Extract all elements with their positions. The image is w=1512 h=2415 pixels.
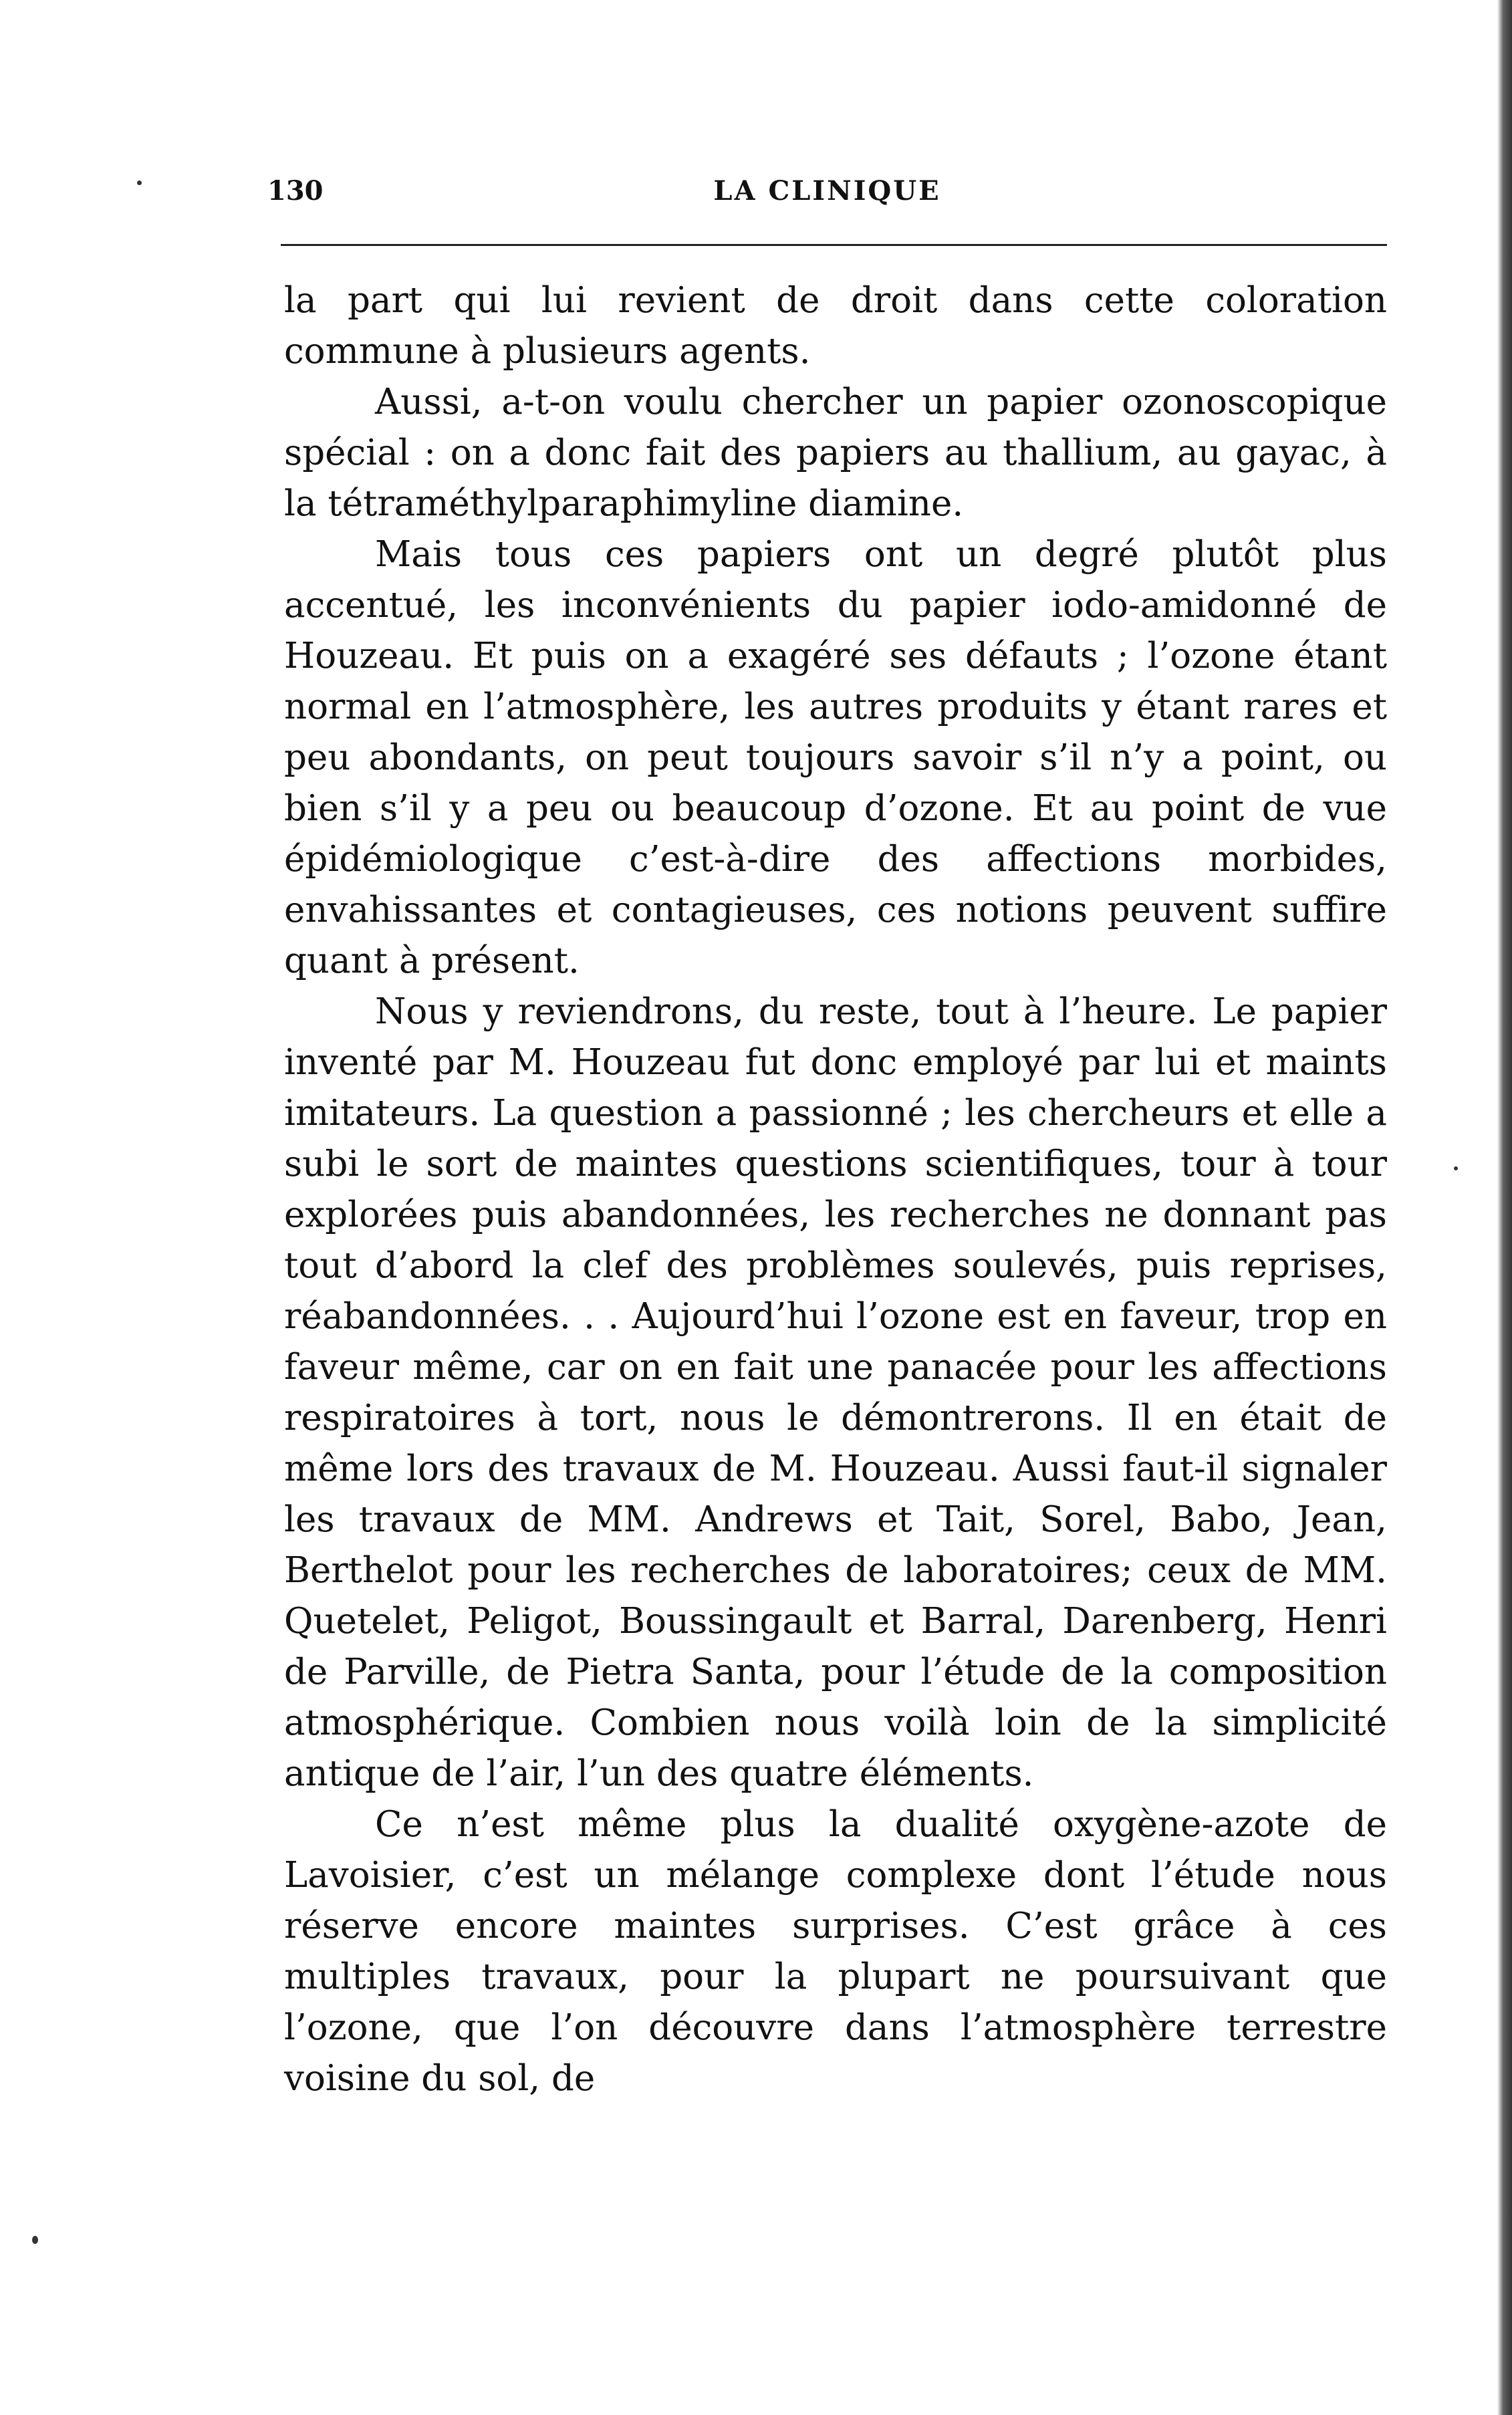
body-text xyxy=(284,275,1387,2104)
scan-speck xyxy=(137,180,142,185)
running-title: LA CLINIQUE xyxy=(713,175,941,207)
page-header xyxy=(267,175,1387,215)
page-number: 130 xyxy=(267,175,324,207)
header-rule xyxy=(281,244,1387,246)
paragraph-2: Aussi, a-t-on voulu chercher un papier ozonoscopique spécial : on a donc fait des papiers au thallium, au gayac, à la tétraméthylparaphimyline diamine. xyxy=(284,382,1387,524)
paragraph-3: Mais tous ces papiers ont un degré plutôt plus accentué, les inconvénients du papier iodo-amidonné de Houzeau. Et puis on a exagéré ses défauts ; l’ozone étant normal en l’atmosphère, les autres produits y étant rares et peu abondants, on peut toujours savoir s’il n’y a point, ou bien s’il y a peu ou beaucoup d’ozone. Et au point de vue épidémiologique c’est-à-dire des affections morbides, envahissantes et contagieuses, ces notions peuvent suffire quant à présent. xyxy=(284,534,1387,981)
paragraph-5: Ce n’est même plus la dualité oxygène-azote de Lavoisier, c’est un mélange complexe dont l’étude nous réserve encore maintes surprises. C’est grâce à ces multiples travaux, pour la plupart ne poursuivant que l’ozone, que l’on découvre dans l’atmosphère terrestre voisine du sol, de xyxy=(284,1804,1387,2099)
paragraph-1: la part qui lui revient de droit dans cette coloration commune à plusieurs agents. xyxy=(284,280,1387,372)
scan-shadow-edge xyxy=(1497,0,1512,2415)
paragraph-4: Nous y reviendrons, du reste, tout à l’heure. Le papier inventé par M. Houzeau fut donc employé par lui et maints imitateurs. La question a passionné ; les chercheurs et elle a subi le sort de maintes questions scientifiques, tour à tour explorées puis abandonnées, les recherches ne donnant pas tout d’abord la clef des problèmes soulevés, puis reprises, réabandonnées. . . Aujourd’hui l’ozone est en faveur, trop en faveur même, car on en fait une panacée pour les affections respiratoires à tort, nous le démontrerons. Il en était de même lors des travaux de M. Houzeau. Aussi faut-il signaler les travaux de MM. Andrews et Tait, Sorel, Babo, Jean, Berthelot pour les recherches de laboratoires; ceux de MM. Quetelet, Peligot, Boussingault et Barral, Darenberg, Henri de Parville, de Pietra Santa, pour l’étude de la composition atmosphérique. Combien nous voilà loin de la simplicité antique de l’air, l’un des quatre éléments. xyxy=(284,991,1387,1794)
scan-speck xyxy=(32,2236,38,2244)
scan-speck xyxy=(1454,1166,1458,1170)
